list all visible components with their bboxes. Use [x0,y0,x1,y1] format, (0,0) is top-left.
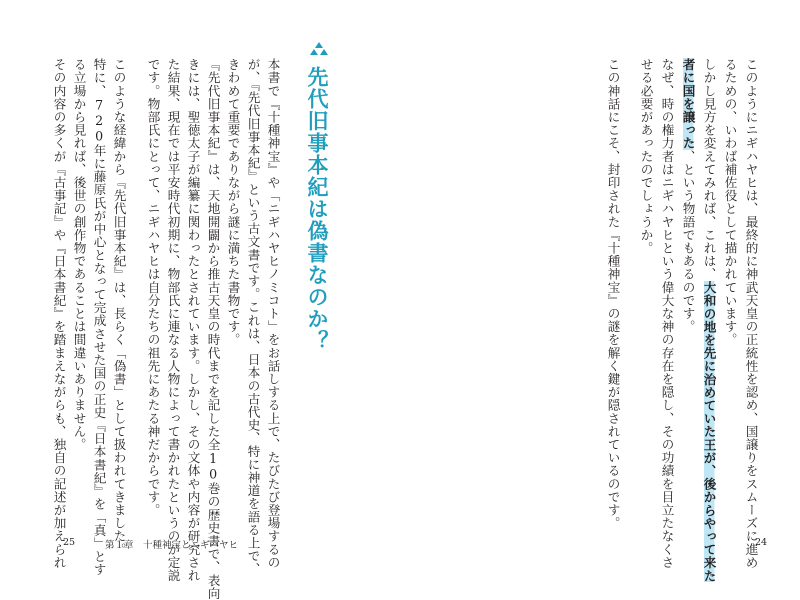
text-column: 『先代旧事本紀』は、天地開闢から推古天皇の時代までを記した全10巻の歴史書で、表向 [205,58,221,600]
text-column [681,58,694,528]
text-column [701,58,717,583]
running-head: 第１章 十種神宝とニギハヤヒ [105,540,239,551]
text-run: 、という物語でもあるのです。 [680,149,696,334]
page-number: 24 [755,537,768,548]
text-column: せる必要があったのでしょうか。 [638,58,654,255]
right-page [400,0,800,590]
text-column: が、『先代旧事本紀』という古文書です。これは、日本の古代史、特に神道を語る上で、 [245,58,261,576]
text-column: る立場から見れば、後世の創作物であることは間違いありません。 [71,58,87,451]
text-column: その内容の多くが『古事記』や『日本書紀』を踏まえながらも、独自の記述が加えられ [51,58,67,569]
text-column: た結果、現在では平安時代初期に、物部氏に連なる人物によって書かれたというのが定説 [165,58,181,582]
highlighted-phrase: 大和の地を先に治めていた王が、後からやって来た [701,280,717,583]
text-run: しかし見方を変えてみれば、これは、 [701,58,717,281]
triangle-cluster-icon [308,42,330,56]
text-column: 特に、720年に藤原氏が中心となって完成させた国の正史『日本書紀』を「真」とす [91,58,107,577]
text-column: るための、いわば補佐役として描かれています。 [722,58,738,347]
text-column: このような経緯から『先代旧事本紀』は、長らく「偽書」として扱われてきました。 [111,58,127,556]
section-heading-text: 先代旧事本紀は偽書なのか？ [305,66,329,352]
text-column: きわめて重要でありながら謎に満ちた書物です。 [225,58,241,347]
text-column: このようにニギハヤヒは、最終的に神武天皇の正統性を認め、国譲りをスムーズに進め [743,58,759,569]
highlighted-phrase-continued: 者に国を譲った [680,58,696,150]
text-column: きには、聖徳太子が編纂に関わったとされています。しかし、その文体や内容が研究され [185,58,201,582]
section-heading [305,42,332,352]
text-column: なぜ、時の権力者はニギハヤヒという偉大な神の存在を隠し、その功績を目立たなくさ [659,58,675,569]
page-number: 25 [63,537,76,548]
text-column: 本書で『十種神宝』や「ニギハヤヒノミコト」をお話しする上で、たびたび登場するの [265,58,281,569]
text-column: この神話にこそ、封印された『十種神宝』の謎を解く鍵が隠されているのです。 [605,58,621,530]
text-column: です。物部氏にとって、ニギハヤヒは自分たちの祖先にあたる神だからです。 [145,58,161,517]
